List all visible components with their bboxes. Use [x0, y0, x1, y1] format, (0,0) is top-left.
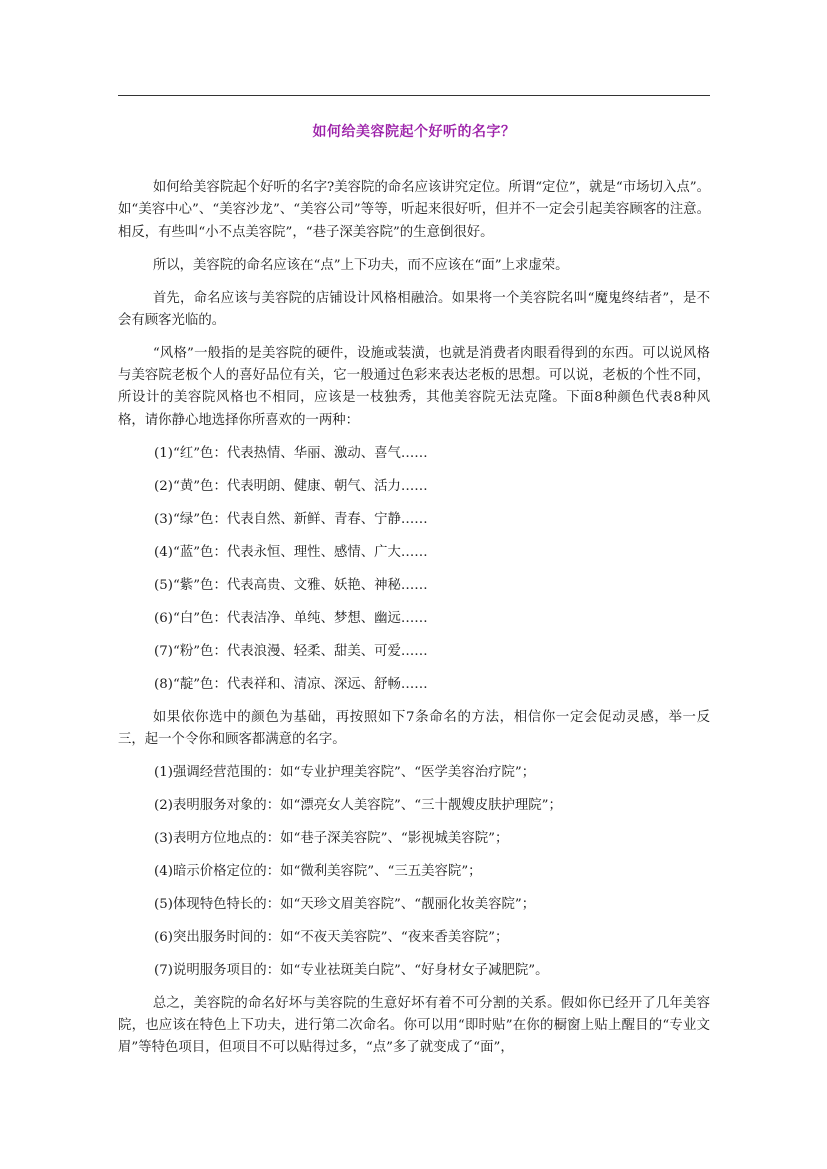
color-item-purple: (5)“紫”色：代表高贵、文雅、妖艳、神秘……: [154, 577, 428, 593]
paragraph-methods-intro: 如果依你选中的颜色为基础，再按照如下7条命名的方法，相信你一定会促动灵感，举一反三，起一个令你和顾客都满意的名字。: [118, 709, 710, 747]
paragraph-intro: 如何给美容院起个好听的名字?美容院的命名应该讲究定位。所谓“定位”，就是“市场切入点”。如“美容中心”、“美容沙龙”、“美容公司”等等，听起来很好听，但并不一定会引起美容顾客的注意。相反，有些叫“小不点美容院”，“巷子深美容院”的生意倒很好。: [118, 180, 710, 240]
method-item-location: (3)表明方位地点的：如“巷子深美容院”、“影视城美容院”；: [154, 830, 509, 846]
color-item-pink: (7)“粉”色：代表浪漫、轻柔、甜美、可爱……: [154, 643, 428, 659]
method-item-specialty: (5)体现特色特长的：如“天珍文眉美容院”、“靓丽化妆美容院”；: [154, 896, 536, 912]
color-item-red: (1)“红”色：代表热情、华丽、激动、喜气……: [154, 445, 428, 461]
document-body: [118, 177, 710, 1070]
paragraph-style-match: 首先，命名应该与美容院的店铺设计风格相融洽。如果将一个美容院名叫“魔鬼终结者”，是不会有顾客光临的。: [118, 290, 710, 328]
color-item-indigo: (8)“靛”色：代表祥和、清凉、深远、舒畅……: [154, 676, 428, 692]
color-item-green: (3)“绿”色：代表自然、新鲜、青春、宁静……: [154, 511, 428, 527]
color-item-white: (6)“白”色：代表洁净、单纯、梦想、幽远……: [154, 610, 428, 626]
header-rule: [118, 95, 710, 96]
document-title: 如何给美容院起个好听的名字？: [312, 124, 516, 140]
method-item-price: (4)暗示价格定位的：如“微利美容院”、“三五美容院”；: [154, 863, 482, 879]
color-item-yellow: (2)“黄”色：代表明朗、健康、朝气、活力……: [154, 478, 428, 494]
paragraph-conclusion: 总之，美容院的命名好坏与美容院的生意好坏有着不可分割的关系。假如你已经开了几年美容院，也应该在特色上下功夫，进行第二次命名。你可以用“即时贴”在你的橱窗上贴上醒目的“专业文眉”等特色项目，但项目不可以贴得过多，“点”多了就变成了“面”，: [118, 995, 710, 1056]
color-item-blue: (4)“蓝”色：代表永恒、理性、感情、广大……: [154, 544, 428, 560]
paragraph-style-define: “风格”一般指的是美容院的硬件，设施或装潢，也就是消费者肉眼看得到的东西。可以说风格与美容院老板个人的喜好品位有关，它一般通过色彩来表达老板的思想。可以说，老板的个性不同，所设计的美容院风格也不相同，应该是一枝独秀，其他美容院无法克隆。下面8种颜色代表8种风格，请你静心地选择你所喜欢的一两种：: [118, 345, 710, 428]
method-item-hours: (6)突出服务时间的：如“不夜天美容院”、“夜来香美容院”；: [154, 929, 509, 945]
method-item-services: (7)说明服务项目的：如“专业祛斑美白院”、“好身材女子减肥院”。: [154, 962, 549, 978]
method-item-audience: (2)表明服务对象的：如“漂亮女人美容院”、“三十靓嫂皮肤护理院”；: [154, 797, 562, 813]
method-item-scope: (1)强调经营范围的：如“专业护理美容院”、“医学美容治疗院”；: [154, 764, 536, 780]
paragraph-point: 所以，美容院的命名应该在“点”上下功夫，而不应该在“面”上求虚荣。: [152, 257, 569, 273]
